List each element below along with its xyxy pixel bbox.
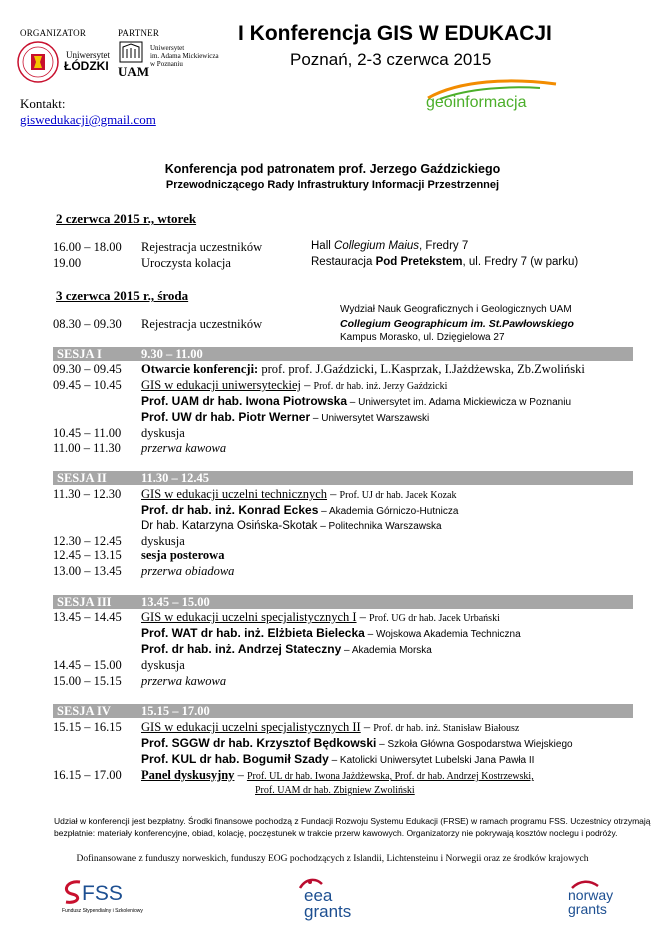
session4-bar <box>53 704 633 718</box>
session3-break: 15.00 – 15.15 przerwa kawowa <box>53 674 227 688</box>
day2-reg-activity: Rejestracja uczestników <box>141 317 263 331</box>
fss-logo-text: FSS <box>82 882 123 905</box>
patronage-line2: Przewodniczącego Rady Infrastruktury Informacji Przestrzennej <box>165 179 500 191</box>
session4-time: 15.15 – 17.00 <box>141 704 210 718</box>
day1-row-dinner <box>53 256 633 271</box>
session4-panel-cont: Prof. UAM dr hab. Zbigniew Zwoliński <box>255 785 415 796</box>
day1-row2-activity: Uroczysta kolacja <box>141 256 231 270</box>
session1-break: 11.00 – 11.30 przerwa kawowa <box>53 441 227 455</box>
session2-name: SESJA II <box>57 471 107 485</box>
norway-grants-logo <box>568 880 638 924</box>
eea-logo-a: eea <box>304 886 333 905</box>
footer-note-line1: Udział w konferencji jest bezpłatny. Środki finansowe pochodzą z Fundacji Rozwoju Systemu Edukacji (FRSE) w ramach programu FSS. Uczestnicy otrzymają <box>54 816 651 826</box>
session4-speaker1: Prof. SGGW dr hab. Krzysztof Będkowski – Szkoła Główna Gospodarstwa Wiejskiego <box>141 736 573 750</box>
contact-label: Kontakt: <box>20 96 66 111</box>
session3-speaker2: Prof. dr hab. inż. Andrzej Stateczny – Akademia Morska <box>141 642 432 656</box>
session1-name: SESJA I <box>57 347 102 361</box>
session1-discussion: 10.45 – 11.00 dyskusja <box>53 426 185 440</box>
contact-email-link[interactable]: giswedukacji@gmail.com <box>20 112 156 127</box>
lodz-line1: Uniwersytet <box>66 50 110 60</box>
geo-logo-part-a: geo <box>426 94 453 111</box>
patronage-line1: Konferencja pod patronatem prof. Jerzego Gaździckiego <box>164 162 501 176</box>
session1-opening: 09.30 – 09.45 Otwarcie konferencji: prof. prof. J.Gaździcki, L.Kasprzak, I.Jażdżewska, Zb.Zwoliński <box>53 362 585 376</box>
day1-row1-time: 16.00 – 18.00 <box>53 240 122 254</box>
session1-speaker2: Prof. UW dr hab. Piotr Werner – Uniwersytet Warszawski <box>141 410 430 424</box>
day2-row-registration <box>53 317 633 332</box>
session4-name: SESJA IV <box>57 704 111 718</box>
day1-row2-time: 19.00 <box>53 256 82 270</box>
uniwersytet-lodzki-seal-icon <box>16 40 60 84</box>
session2-discussion: 12.30 – 12.45 dyskusja <box>53 534 185 548</box>
fss-logo-sub: Fundusz Stypendialny i Szkoleniowy <box>62 908 143 914</box>
day1-row2-place: Restauracja Pod Pretekstem, ul. Fredry 7 (w parku) <box>311 256 579 268</box>
day2-heading: 3 czerwca 2015 r., środa <box>56 288 189 303</box>
day2-reg-time: 08.30 – 09.30 <box>53 317 122 331</box>
norway-logo-b: grants <box>568 901 607 917</box>
session1-time: 9.30 – 11.00 <box>141 347 203 361</box>
day2-place-line2: Collegium Geographicum im. St.Pawłowskiego <box>340 318 574 330</box>
session1-speaker1: Prof. UAM dr hab. Iwona Piotrowska – Uniwersytet im. Adama Mickiewicza w Poznaniu <box>141 394 572 408</box>
session2-poster: 12.45 – 13.15 sesja posterowa <box>53 548 225 562</box>
lodz-line2: ŁÓDZKI <box>64 59 109 73</box>
day1-row1-place: Hall Collegium Maius, Fredry 7 <box>311 240 469 252</box>
organizer-label: ORGANIZATOR <box>20 28 87 38</box>
session1-bar <box>53 347 633 361</box>
conference-title: I Konferencja GIS W EDUKACJI <box>238 22 552 45</box>
session4-panel: 16.15 – 17.00 Panel dyskusyjny – Prof. UL dr hab. Iwona Jażdżewska, Prof. dr hab. Andrzej Kostrzewski, <box>53 768 534 782</box>
session4-talk: 15.15 – 16.15 GIS w edukacji uczelni specjalistycznych II – Prof. dr hab. inż. Stanisław Białousz <box>53 720 520 734</box>
conference-subtitle: Poznań, 2-3 czerwca 2015 <box>290 50 492 69</box>
session2-bar <box>53 471 633 485</box>
day1-heading: 2 czerwca 2015 r., wtorek <box>56 211 197 226</box>
session3-talk: 13.45 – 14.45 GIS w edukacji uczelni specjalistycznych I – Prof. UG dr hab. Jacek Urbański <box>53 610 500 624</box>
uam-abbr: UAM <box>118 64 150 79</box>
day2-place-line1: Wydział Nauk Geograficznych i Geologicznych UAM <box>340 304 572 315</box>
session2-talk: 11.30 – 12.30 GIS w edukacji uczelni technicznych – Prof. UJ dr hab. Jacek Kozak <box>53 487 457 501</box>
session3-speaker1: Prof. WAT dr hab. inż. Elżbieta Bielecka – Wojskowa Akademia Techniczna <box>141 626 521 640</box>
session2-speaker2: Dr hab. Katarzyna Osińska-Skotak – Politechnika Warszawska <box>141 520 442 532</box>
eea-logo-b: grants <box>304 902 352 921</box>
day1-row1-activity: Rejestracja uczestników <box>141 240 263 254</box>
fss-logo <box>60 878 150 922</box>
eea-grants-logo <box>298 876 368 926</box>
geoinformacja-logo <box>420 78 560 118</box>
session4-speaker2: Prof. KUL dr hab. Bogumił Szady – Katolicki Uniwersytet Lubelski Jana Pawła II <box>141 752 535 766</box>
day2-place-line3: Kampus Morasko, ul. Dzięgielowa 27 <box>340 332 505 343</box>
norway-logo-a: norway <box>568 887 614 903</box>
session2-time: 11.30 – 12.45 <box>141 471 210 485</box>
session3-bar <box>53 595 633 609</box>
geo-logo-part-b: informacja <box>452 94 527 111</box>
footer-note-line2: bezpłatnie: materiały konferencyjne, obiad, kolację, poczęstunek w trakcie przerw kawowych. Organizatorzy nie pokrywają kosztów noclegu i podróży. <box>54 828 618 838</box>
partner-label: PARTNER <box>118 28 160 38</box>
session1-talk: 09.45 – 10.45 GIS w edukacji uniwersyteckiej – Prof. dr hab. inż. Jerzy Gaździcki <box>53 378 448 392</box>
session3-discussion: 14.45 – 15.00 dyskusja <box>53 658 185 672</box>
session3-name: SESJA III <box>57 595 112 609</box>
day1-row-registration <box>53 240 633 255</box>
session2-break: 13.00 – 13.45 przerwa obiadowa <box>53 564 235 578</box>
session2-speaker1: Prof. dr hab. inż. Konrad Eckes – Akademia Górniczo-Hutnicza <box>141 503 459 517</box>
footer-funding: Dofinansowane z funduszy norweskich, funduszy EOG pochodzących z Islandii, Lichtensteinu i Norwegii oraz ze środków krajowych <box>76 854 589 864</box>
session3-time: 13.45 – 15.00 <box>141 595 210 609</box>
uam-name: Uniwersytet im. Adama Mickiewicza w Poznaniu <box>150 44 219 68</box>
